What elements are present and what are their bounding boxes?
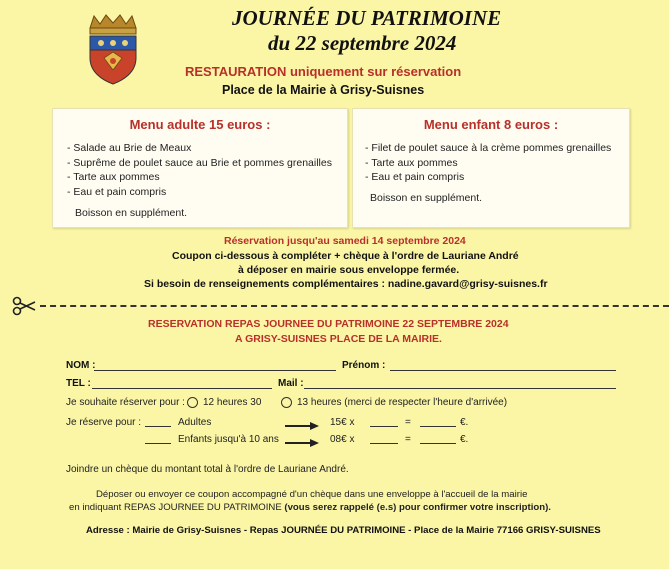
children-label: Enfants jusqu'à 10 ans — [178, 434, 279, 445]
children-multiplier-field[interactable] — [370, 443, 398, 444]
tel-field[interactable] — [92, 388, 272, 389]
reservation-contact: Si besoin de renseignements complémentaires : nadine.gavard@grisy-suisnes.fr — [144, 278, 548, 290]
cheque-note: Joindre un chèque du montant total à l'ordre de Lauriane André. — [66, 464, 349, 475]
euro-sign: €. — [460, 434, 469, 445]
children-total-field[interactable] — [420, 443, 456, 444]
arrow-right-icon — [284, 438, 320, 448]
menu-adult-card — [52, 108, 348, 228]
reservation-instructions-2: à déposer en mairie sous enveloppe fermée. — [238, 264, 460, 276]
cut-line-divider — [40, 305, 669, 307]
menu-child-drinks-note: Boisson en supplément. — [370, 192, 483, 204]
deposit-instructions: Déposer ou envoyer ce coupon accompagné d'un chèque dans une enveloppe à l'accueil de la mairie — [96, 489, 528, 500]
radio-13h[interactable] — [281, 397, 292, 408]
page-title: JOURNÉE DU PATRIMOINE — [232, 6, 502, 30]
nom-label: NOM : — [66, 360, 96, 371]
mairie-address: Adresse : Mairie de Grisy-Suisnes - Repas JOURNÉE DU PATRIMOINE - Place de la Mairie 77166 GRISY-SUISNES — [86, 525, 601, 536]
mail-field[interactable] — [304, 388, 616, 389]
menu-child-card — [352, 108, 630, 228]
equals-sign: = — [405, 417, 411, 428]
list-item: - Tarte aux pommes — [365, 156, 458, 169]
list-item: - Eau et pain compris — [67, 185, 167, 198]
list-item: - Eau et pain compris — [365, 171, 465, 183]
menu-adult-list — [67, 141, 332, 199]
mail-label: Mail : — [278, 378, 304, 389]
list-item: - Salade au Brie de Meaux — [67, 142, 192, 154]
radio-12h30[interactable] — [187, 397, 198, 408]
callback-note: (vous serez rappelé (e.s) pour confirmer votre inscription). — [284, 502, 551, 513]
deposit-instructions-2 — [69, 502, 551, 513]
reservation-deadline: Réservation jusqu'au samedi 14 septembre 2024 — [224, 235, 466, 247]
list-item: - Suprême de poulet sauce au Brie et pommes grenailles — [67, 156, 332, 169]
adults-label: Adultes — [178, 417, 212, 428]
list-item: - Tarte aux pommes — [67, 171, 160, 183]
prenom-field[interactable] — [390, 370, 616, 371]
tel-label: TEL : — [66, 378, 91, 389]
list-item: - Filet de poulet sauce à la crème pommes grenailles — [365, 142, 612, 154]
scissors-icon — [12, 296, 36, 316]
equals-sign: = — [405, 434, 411, 445]
page-subtitle-date: du 22 septembre 2024 — [268, 31, 457, 55]
nom-field[interactable] — [94, 370, 336, 371]
children-count-field[interactable] — [145, 443, 171, 444]
adult-unit-price: 15€ x — [330, 417, 355, 428]
coupon-title: RESERVATION REPAS JOURNEE DU PATRIMOINE 22 SEPTEMBRE 2024 — [148, 318, 509, 330]
menu-child-list — [365, 141, 611, 185]
radio-13h-label: 13 heures (merci de respecter l'heure d'arrivée) — [297, 397, 508, 408]
menu-adult-title: Menu adulte 15 euros : — [129, 117, 271, 132]
adults-multiplier-field[interactable] — [370, 426, 398, 427]
child-unit-price: 08€ x — [330, 434, 355, 445]
event-location: Place de la Mairie à Grisy-Suisnes — [222, 83, 425, 97]
coupon-subtitle: A GRISY-SUISNES PLACE DE LA MAIRIE. — [235, 333, 442, 345]
quantity-label: Je réserve pour : — [66, 417, 142, 428]
adults-count-field[interactable] — [145, 426, 171, 427]
time-choice-label: Je souhaite réserver pour : — [66, 397, 185, 408]
deposit-instructions-text: en indiquant REPAS JOURNEE DU PATRIMOINE — [69, 502, 285, 513]
menu-adult-drinks-note: Boisson en supplément. — [75, 207, 188, 219]
arrow-right-icon — [284, 421, 320, 431]
prenom-label: Prénom : — [342, 360, 386, 371]
coat-of-arms-icon — [84, 14, 142, 86]
restauration-notice: RESTAURATION uniquement sur réservation — [185, 64, 462, 79]
menu-child-title: Menu enfant 8 euros : — [423, 117, 559, 132]
euro-sign: €. — [460, 417, 469, 428]
reservation-instructions: Coupon ci-dessous à compléter + chèque à l'ordre de Lauriane André — [172, 250, 519, 262]
radio-12h30-label: 12 heures 30 — [203, 397, 262, 408]
adults-total-field[interactable] — [420, 426, 456, 427]
